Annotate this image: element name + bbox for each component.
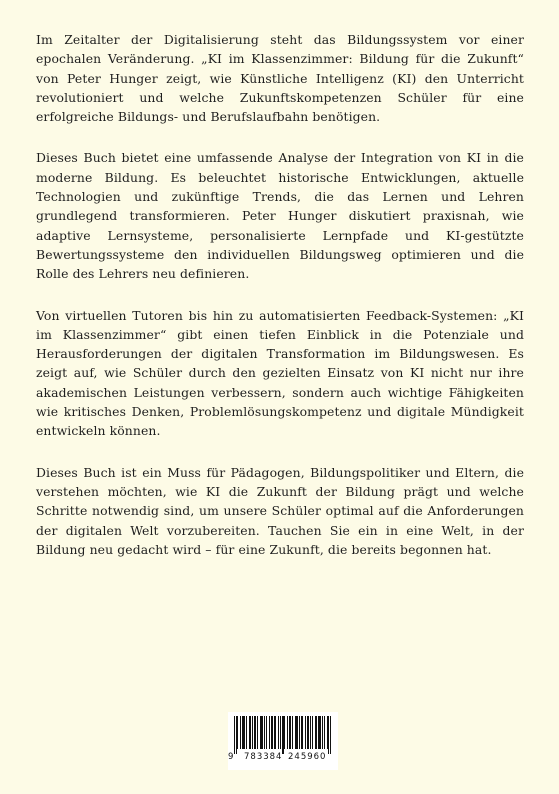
barcode-bar xyxy=(328,716,329,754)
barcode-bar xyxy=(237,716,238,749)
barcode-bar xyxy=(260,716,261,749)
barcode-bar xyxy=(252,716,253,749)
barcode-bar xyxy=(315,716,316,749)
barcode-bar xyxy=(287,716,288,749)
barcode-bar xyxy=(266,716,267,749)
barcode-bar xyxy=(269,716,270,749)
barcode-bar xyxy=(242,716,243,749)
barcode-bar xyxy=(322,716,323,749)
barcode-bar xyxy=(327,716,328,749)
barcode-bar xyxy=(310,716,311,749)
back-cover-blurb xyxy=(36,30,524,581)
barcode-bar xyxy=(275,716,276,749)
barcode-bar xyxy=(320,716,321,749)
blurb-paragraph-1: Im Zeitalter der Digitalisierung steht das Bildungssystem vor einer epochalen Veränderung. „KI im Klassenzimmer: Bildung für die Zukunft“ von Peter Hunger zeigt, wie Künstliche Intelligenz (KI) den Unterricht revolutioniert und welche Zukunftskompetenzen Schüler für eine erfolgreiche Bildungs- und Berufslaufbahn benötigen. xyxy=(36,32,524,125)
barcode-bar xyxy=(292,716,293,749)
barcode-right-digits: 245960 xyxy=(288,752,327,762)
barcode-bar xyxy=(243,716,244,749)
barcode-bar xyxy=(308,716,309,749)
barcode-bar xyxy=(234,716,235,754)
barcode-bar xyxy=(236,716,237,754)
barcode-bar xyxy=(254,716,255,749)
barcode-bars xyxy=(234,716,332,754)
barcode-bar xyxy=(262,716,263,749)
blurb-paragraph-4: Dieses Buch ist ein Muss für Pädagogen, Bildungspolitiker und Eltern, die verstehen möchten, wie KI die Zukunft der Bildung prägt und welche Schritte notwendig sind, um unsere Schüler optimal auf die Anforderungen der digitalen Welt vorzubereiten. Tauchen Sie ein in eine Welt, in der Bildung neu gedacht wird – für eine Zukunft, die bereits begonnen hat. xyxy=(36,464,524,557)
isbn-barcode xyxy=(228,712,338,770)
barcode-bar xyxy=(255,716,256,749)
barcode-bar xyxy=(282,716,283,754)
barcode-bar xyxy=(302,716,303,749)
barcode-bar xyxy=(284,716,285,749)
barcode-bar xyxy=(318,716,319,749)
barcode-bar xyxy=(246,716,247,749)
barcode-bar xyxy=(271,716,272,749)
barcode-bar xyxy=(249,716,250,749)
barcode-bar xyxy=(301,716,302,749)
barcode-bar xyxy=(264,716,265,749)
barcode-bar xyxy=(319,716,320,749)
blurb-paragraph-3: Von virtuellen Tutoren bis hin zu automatisierten Feedback-Systemen: „KI im Klassenzimmer“ gibt einen tiefen Einblick in die Potenziale und Herausforderungen der digitalen Transformation im Bildungswesen. Es zeigt auf, wie Schüler durch den gezielten Einsatz von KI nicht nur ihre akademischen Leistungen verbessern, sondern auch wichtige Fähigkeiten wie kritisches Denken, Problemlösungskompetenz und digitale Mündigkeit entwickeln können. xyxy=(36,307,524,439)
barcode-bar xyxy=(296,716,297,749)
barcode-bar xyxy=(316,716,317,749)
barcode-bar xyxy=(305,716,306,749)
barcode-bar xyxy=(261,716,262,749)
barcode-bar xyxy=(250,716,251,749)
barcode-first-digit: 9 xyxy=(228,752,235,762)
barcode-bar xyxy=(297,716,298,749)
barcode-bar xyxy=(257,716,258,749)
barcode-bar xyxy=(278,716,279,749)
barcode-bar xyxy=(299,716,300,749)
barcode-bar xyxy=(295,716,296,749)
barcode-bar xyxy=(289,716,290,749)
barcode-bar xyxy=(240,716,241,749)
barcode-bar xyxy=(290,716,291,749)
barcode-left-digits: 783384 xyxy=(244,752,283,762)
barcode-bar xyxy=(272,716,273,749)
barcode-bar xyxy=(307,716,308,749)
barcode-bar xyxy=(244,716,245,749)
barcode-bar xyxy=(312,716,313,749)
barcode-bar xyxy=(283,716,284,754)
barcode-bar xyxy=(324,716,325,749)
barcode-bar xyxy=(330,716,331,754)
barcode-bar xyxy=(280,716,281,749)
barcode-bar xyxy=(274,716,275,749)
blurb-paragraph-2: Dieses Buch bietet eine umfassende Analyse der Integration von KI in die moderne Bildung. Es beleuchtet historische Entwicklungen, aktuelle Technologien und zukünftige Trends, die das Lernen und Lehren grundlegend transformieren. Peter Hunger diskutiert praxisnah, wie adaptive Lernsysteme, personalisierte Lernpfade und KI-gestützte Bewertungssysteme den individuellen Bildungsweg optimieren und die Rolle des Lehrers neu definieren. xyxy=(36,150,524,282)
